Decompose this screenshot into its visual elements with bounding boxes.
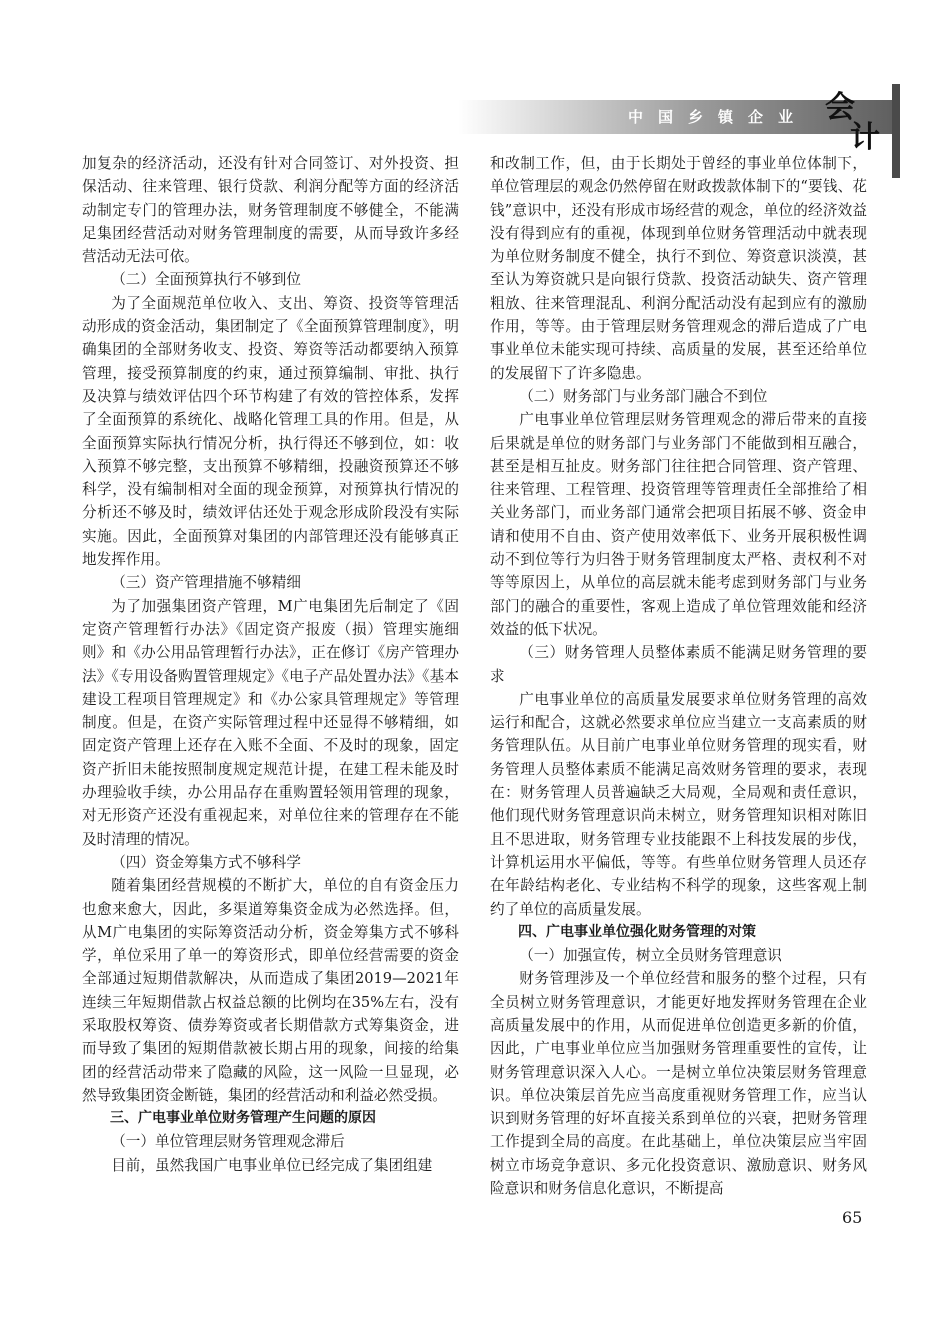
paragraph: （四）资金筹集方式不够科学 — [111, 853, 301, 871]
paragraph: 加复杂的经济活动，还没有针对合同签订、对外投资、担保活动、往来管理、银行贷款、利润分配等方面的经济活动制定专门的管理办法，财务管理制度不够健全，不能满足集团经营活动对财务管理制度的需要，从而导致许多经营活动无法可依。 — [82, 155, 459, 266]
page-number: 65 — [842, 1208, 863, 1227]
section-logo-char-1: 会 — [825, 90, 855, 125]
paragraph: 随着集团经营规模的不断扩大，单位的自有资金压力也愈来愈大，因此，多渠道筹集资金成为必然选择。但，从M广电集团的实际筹资活动分析，资金筹集方式不够科学，单位采用了单一的筹资形式，即单位经营需要的资金全部通过短期借款解决，从而造成了集团2019—2021年连续三年短期借款占权益总额的比例均在35%左右，没有采取股权筹资、债券筹资或者长期借款方式筹集资金，进而导致了集团的短期借款被长期占用的现象，间接的给集团的经营活动带来了隐藏的风险，这一风险一旦显现，必然导致集团资金断链，集团的经营活动和利益必然受损。 — [82, 877, 459, 1104]
paragraph: （二）全面预算执行不够到位 — [111, 271, 301, 289]
paragraph: 财务管理涉及一个单位经营和服务的整个过程，只有全员树立财务管理意识，才能更好地发挥财务管理在企业高质量发展中的作用，从而促进单位创造更多新的价值，因此，广电事业单位应当加强财务管理重要性的宣传，让财务管理意识深入人心。一是树立单位决策层财务管理意识。单位决策层首先应当高度重视财务管理工作，应当认识到财务管理的好坏直接关系到单位的兴衰，把财务管理工作提到全局的高度。在此基础上，单位决策层应当牢固树立市场竞争意识、多元化投资意识、激励意识、财务风险意识和财务信息化意识，不断提高 — [490, 970, 867, 1198]
left-column — [82, 152, 459, 1177]
paragraph: （三）财务管理人员整体素质不能满足财务管理的要求 — [490, 644, 867, 685]
paragraph: 为了加强集团资产管理，M广电集团先后制定了《固定资产管理暂行办法》《固定资产报废（损）管理实施细则》和《办公用品管理暂行办法》，正在修订《房产管理办法》《专用设备购置管理规定》《电子产品处置办法》《基本建设工程项目管理规定》和《办公家具管理规定》等管理制度。但是，在资产实际管理过程中还显得不够精细，如固定资产管理上还存在入账不全面、不及时的现象，固定资产折旧未能按照制度规定规范计提，在建工程未能及时办理验收手续，办公用品存在重购置轻领用管理的现象，对无形资产还没有重视起来，对单位往来的管理存在不能及时清理的情况。 — [82, 597, 459, 848]
header-side-bar — [892, 84, 900, 178]
paragraph: （一）单位管理层财务管理观念滞后 — [111, 1133, 345, 1151]
journal-name: 中国乡镇企业 — [628, 108, 809, 126]
right-column — [490, 152, 867, 1200]
section-heading: 三、广电事业单位财务管理产生问题的原因 — [110, 1110, 376, 1127]
running-header — [458, 90, 898, 155]
section-logo-char-2: 计 — [850, 120, 880, 155]
section-heading: 四、广电事业单位强化财务管理的对策 — [518, 923, 756, 940]
paragraph: 为了全面规范单位收入、支出、筹资、投资等管理活动形成的资金活动，集团制定了《全面预算管理制度》，明确集团的全部财务收支、投资、筹资等活动都要纳入预算管理，接受预算制度的约束，通过预算编制、审批、执行及决算与绩效评估四个环节构建了有效的管控体系，发挥了全面预算的系统化、战略化管理工具的作用。但是，从全面预算实际执行情况分析，执行得还不够到位，如：收入预算不够完整，支出预算不够精细，投融资预算还不够科学，没有编制相对全面的现金预算，对预算执行情况的分析还不够及时，绩效评估还处于观念形成阶段没有实际实施。因此，全面预算对集团的内部管理还没有能够真正地发挥作用。 — [82, 294, 459, 569]
paragraph: 广电事业单位的高质量发展要求单位财务管理的高效运行和配合，这就必然要求单位应当建立一支高素质的财务管理队伍。从目前广电事业单位财务管理的现实看，财务管理人员整体素质不能满足高效财务管理的要求，表现在：财务管理人员普遍缺乏大局观，全局观和责任意识，他们现代财务管理意识尚未树立，财务管理知识相对陈旧且不思进取，财务管理专业技能跟不上科技发展的步伐，计算机运用水平偏低，等等。有些单位财务管理人员还存在年龄结构老化、专业结构不科学的现象，这些客观上制约了单位的高质量发展。 — [490, 690, 867, 918]
paragraph: 目前，虽然我国广电事业单位已经完成了集团组建 — [111, 1156, 433, 1174]
paragraph: 广电事业单位管理层财务管理观念的滞后带来的直接后果就是单位的财务部门与业务部门不能做到相互融合，甚至是相互扯皮。财务部门往往把合同管理、资产管理、往来管理、工程管理、投资管理等管理责任全部推给了相关业务部门，而业务部门通常会把项目拓展不够、资金申请和使用不自由、资产使用效率低下、业务开展积极性调动不到位等行为归咎于财务管理制度太严格、责权利不对等等原因上，从单位的高层就未能考虑到财务部门与业务部门的融合的重要性，客观上造成了单位管理效能和经济效益的低下状况。 — [490, 411, 867, 638]
paragraph: （二）财务部门与业务部门融合不到位 — [519, 387, 768, 405]
paragraph: 和改制工作，但，由于长期处于曾经的事业单位体制下，单位管理层的观念仍然停留在财政拨款体制下的“要钱、花钱”意识中，还没有形成市场经营的观念，单位的经济效益没有得到应有的重视，体现到单位财务管理活动中就表现为单位财务制度不健全，执行不到位、筹资意识淡漠，甚至认为筹资就只是向银行贷款、投资活动缺失、资产管理粗放、往来管理混乱、利润分配活动没有起到应有的激励作用，等等。由于管理层财务管理观念的滞后造成了广电事业单位未能实现可持续、高质量的发展，甚至还给单位的发展留下了许多隐患。 — [490, 155, 867, 382]
paragraph: （三）资产管理措施不够精细 — [111, 574, 301, 592]
paragraph: （一）加强宣传，树立全员财务管理意识 — [519, 947, 782, 965]
